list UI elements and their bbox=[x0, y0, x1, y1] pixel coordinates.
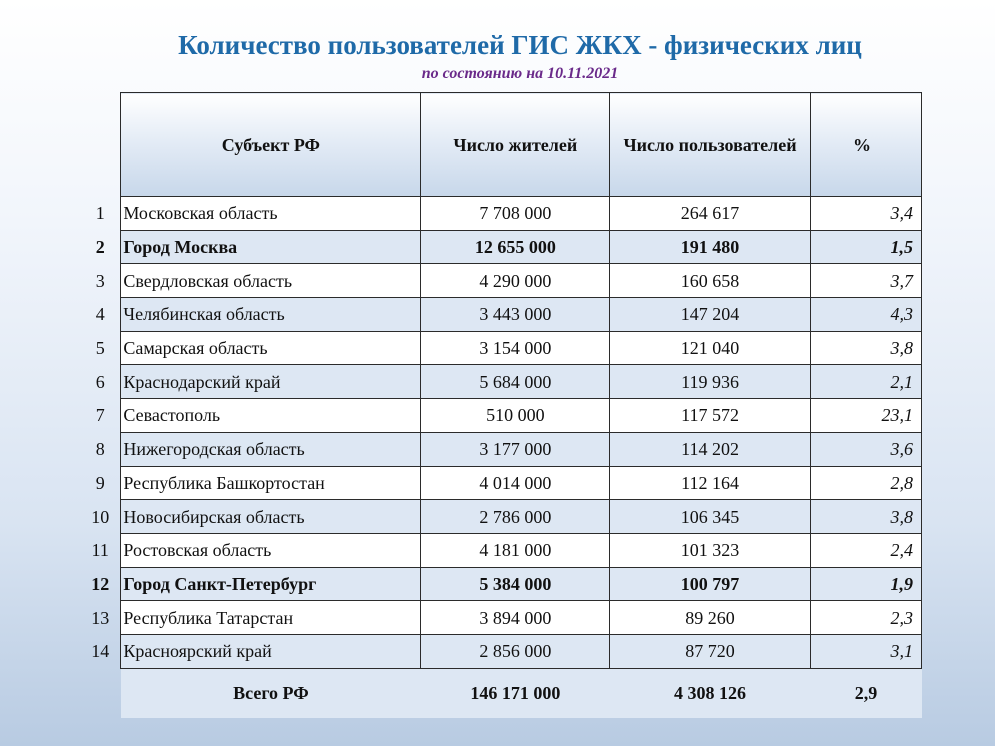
percent-cell: 2,4 bbox=[810, 533, 921, 567]
region-cell: Московская область bbox=[121, 197, 421, 231]
residents-cell: 5 384 000 bbox=[421, 567, 610, 601]
total-users: 4 308 126 bbox=[610, 668, 811, 718]
percent-cell: 3,7 bbox=[810, 264, 921, 298]
table-row bbox=[80, 500, 922, 534]
percent-cell: 4,3 bbox=[810, 298, 921, 332]
residents-cell: 3 177 000 bbox=[421, 432, 610, 466]
region-cell: Свердловская область bbox=[121, 264, 421, 298]
table-row bbox=[80, 264, 922, 298]
users-cell: 117 572 bbox=[610, 399, 811, 433]
region-cell: Новосибирская область bbox=[121, 500, 421, 534]
residents-cell: 12 655 000 bbox=[421, 230, 610, 264]
users-cell: 89 260 bbox=[610, 601, 811, 635]
percent-cell: 1,9 bbox=[810, 567, 921, 601]
total-residents: 146 171 000 bbox=[421, 668, 610, 718]
percent-cell: 3,1 bbox=[810, 634, 921, 668]
residents-cell: 2 856 000 bbox=[421, 634, 610, 668]
region-cell: Челябинская область bbox=[121, 298, 421, 332]
table-header-row bbox=[80, 93, 922, 197]
table-row bbox=[80, 331, 922, 365]
region-cell: Город Санкт-Петербург bbox=[121, 567, 421, 601]
row-number: 11 bbox=[91, 540, 109, 561]
region-cell: Республика Татарстан bbox=[121, 601, 421, 635]
users-cell: 121 040 bbox=[610, 331, 811, 365]
percent-cell: 2,1 bbox=[810, 365, 921, 399]
users-cell: 160 658 bbox=[610, 264, 811, 298]
page-subtitle: по состоянию на 10.11.2021 bbox=[421, 65, 619, 82]
total-percent: 2,9 bbox=[810, 668, 921, 718]
residents-cell: 5 684 000 bbox=[421, 365, 610, 399]
table-row bbox=[80, 533, 922, 567]
percent-cell: 3,6 bbox=[810, 432, 921, 466]
row-number: 4 bbox=[95, 304, 105, 325]
table-row bbox=[80, 601, 922, 635]
region-cell: Красноярский край bbox=[121, 634, 421, 668]
table-row bbox=[80, 230, 922, 264]
header-percent: % bbox=[810, 93, 921, 197]
row-number: 7 bbox=[95, 405, 105, 426]
residents-cell: 4 014 000 bbox=[421, 466, 610, 500]
residents-cell: 7 708 000 bbox=[421, 197, 610, 231]
row-number: 3 bbox=[95, 270, 105, 291]
row-number: 13 bbox=[91, 607, 110, 628]
total-number bbox=[80, 668, 121, 718]
row-number: 6 bbox=[95, 371, 105, 392]
percent-cell: 3,4 bbox=[810, 197, 921, 231]
residents-cell: 510 000 bbox=[421, 399, 610, 433]
users-cell: 100 797 bbox=[610, 567, 811, 601]
users-cell: 87 720 bbox=[610, 634, 811, 668]
table-row bbox=[80, 432, 922, 466]
row-number: 1 bbox=[95, 203, 105, 224]
header-number bbox=[80, 93, 121, 197]
residents-cell: 3 443 000 bbox=[421, 298, 610, 332]
users-cell: 114 202 bbox=[610, 432, 811, 466]
region-cell: Ростовская область bbox=[121, 533, 421, 567]
percent-cell: 3,8 bbox=[810, 331, 921, 365]
header-users: Число пользователей bbox=[610, 93, 811, 197]
total-label: Всего РФ bbox=[121, 668, 421, 718]
residents-cell: 3 894 000 bbox=[421, 601, 610, 635]
region-cell: Севастополь bbox=[121, 399, 421, 433]
users-cell: 112 164 bbox=[610, 466, 811, 500]
percent-cell: 2,3 bbox=[810, 601, 921, 635]
users-cell: 101 323 bbox=[610, 533, 811, 567]
table-row bbox=[80, 634, 922, 668]
users-cell: 119 936 bbox=[610, 365, 811, 399]
table-row bbox=[80, 197, 922, 231]
row-number: 14 bbox=[91, 641, 110, 662]
users-cell: 264 617 bbox=[610, 197, 811, 231]
residents-cell: 4 290 000 bbox=[421, 264, 610, 298]
row-number: 2 bbox=[95, 237, 105, 258]
percent-cell: 23,1 bbox=[810, 399, 921, 433]
users-table bbox=[80, 92, 922, 718]
total-row bbox=[80, 668, 922, 718]
row-number: 9 bbox=[95, 472, 105, 493]
residents-cell: 3 154 000 bbox=[421, 331, 610, 365]
users-cell: 191 480 bbox=[610, 230, 811, 264]
residents-cell: 4 181 000 bbox=[421, 533, 610, 567]
row-number: 12 bbox=[91, 573, 110, 594]
table-row bbox=[80, 466, 922, 500]
percent-cell: 3,8 bbox=[810, 500, 921, 534]
residents-cell: 2 786 000 bbox=[421, 500, 610, 534]
table-row bbox=[80, 567, 922, 601]
table-row bbox=[80, 298, 922, 332]
region-cell: Самарская область bbox=[121, 331, 421, 365]
header-region: Субъект РФ bbox=[121, 93, 421, 197]
table-row bbox=[80, 399, 922, 433]
region-cell: Республика Башкортостан bbox=[121, 466, 421, 500]
region-cell: Краснодарский край bbox=[121, 365, 421, 399]
users-cell: 106 345 bbox=[610, 500, 811, 534]
percent-cell: 1,5 bbox=[810, 230, 921, 264]
row-number: 5 bbox=[95, 338, 105, 359]
region-cell: Город Москва bbox=[121, 230, 421, 264]
region-cell: Нижегородская область bbox=[121, 432, 421, 466]
header-residents: Число жителей bbox=[421, 93, 610, 197]
table-row bbox=[80, 365, 922, 399]
users-cell: 147 204 bbox=[610, 298, 811, 332]
page-title: Количество пользователей ГИС ЖКХ - физических лиц bbox=[178, 30, 862, 60]
row-number: 10 bbox=[91, 506, 110, 527]
row-number: 8 bbox=[95, 439, 105, 460]
percent-cell: 2,8 bbox=[810, 466, 921, 500]
